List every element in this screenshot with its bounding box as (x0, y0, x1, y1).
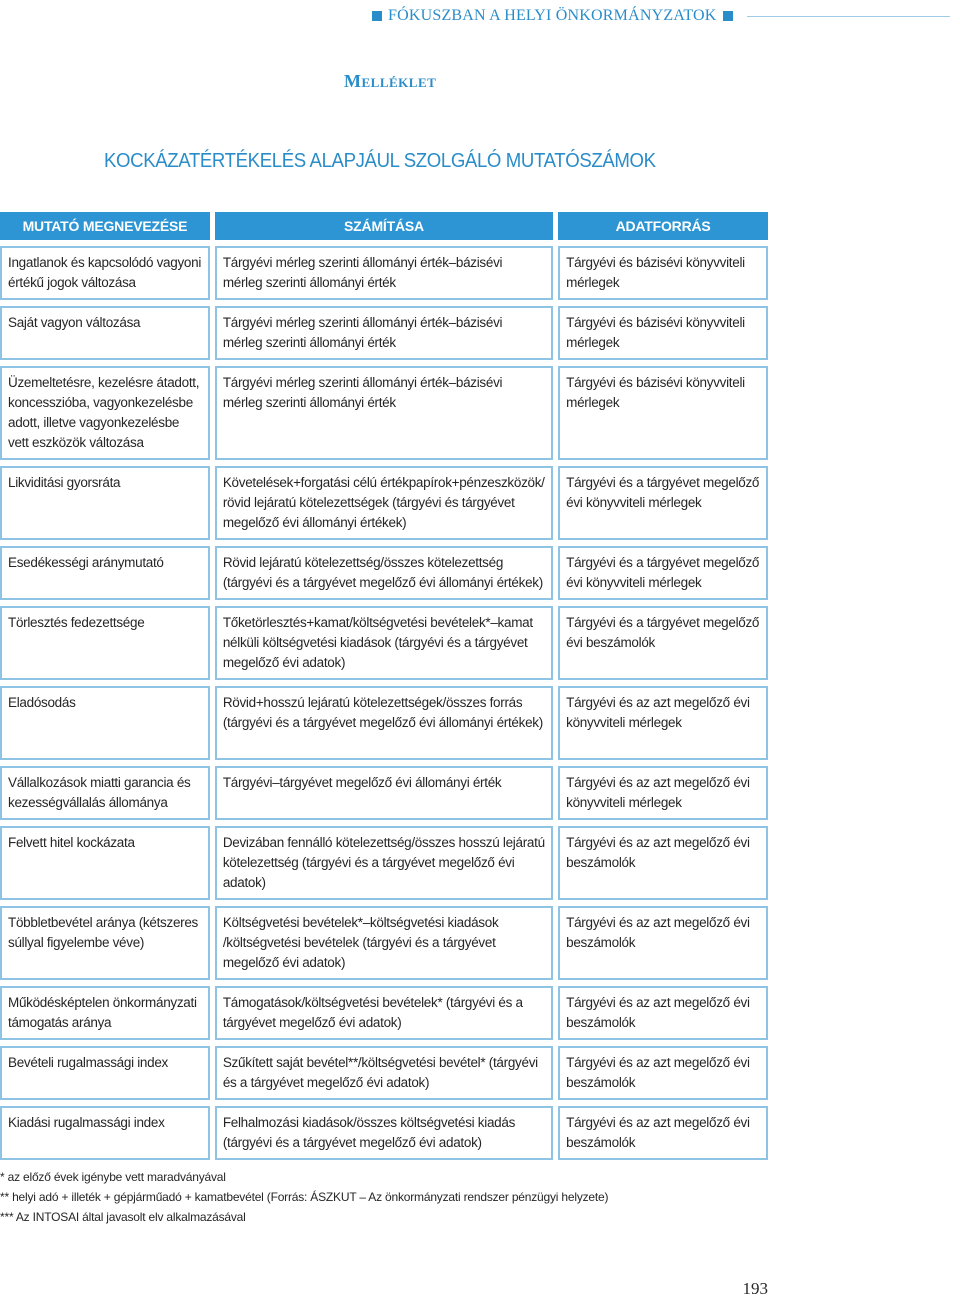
table-title: KOCKÁZATÉRTÉKELÉS ALAPJÁUL SZOLGÁLÓ MUTATÓSZÁMOK (104, 150, 656, 172)
table-header-row (0, 212, 768, 240)
footnote: *** Az INTOSAI által javasolt elv alkalmazásával (0, 1210, 246, 1224)
indicator-name-cell: Bevételi rugalmassági index (0, 1046, 210, 1100)
indicator-name-cell: Saját vagyon változása (0, 306, 210, 360)
running-header (366, 4, 960, 28)
header-rule (747, 16, 950, 17)
data-source-cell: Tárgyévi és bázisévi könyvviteli mérlegek (558, 246, 768, 300)
column-header-name: MUTATÓ MEGNEVEZÉSE (0, 212, 210, 240)
data-source-cell: Tárgyévi és az azt megelőző évi beszámolók (558, 1046, 768, 1100)
table-row (0, 766, 768, 820)
calculation-cell: Devizában fennálló kötelezettség/összes hosszú lejáratú kötelezettség (tárgyévi és a tárgyévet megelőző évi adatok) (215, 826, 553, 900)
data-source-cell: Tárgyévi és az azt megelőző évi könyvviteli mérlegek (558, 686, 768, 760)
table-row (0, 306, 768, 360)
square-bullet-icon (723, 11, 733, 21)
indicator-table (0, 206, 773, 1166)
indicator-name-cell: Működésképtelen önkormányzati támogatás aránya (0, 986, 210, 1040)
data-source-cell: Tárgyévi és az azt megelőző évi beszámolók (558, 1106, 768, 1160)
indicator-name-cell: Törlesztés fedezettsége (0, 606, 210, 680)
annex-label: Melléklet (344, 71, 437, 91)
indicator-name-cell: Ingatlanok és kapcsolódó vagyoni értékű jogok változása (0, 246, 210, 300)
column-header-source: ADATFORRÁS (558, 212, 768, 240)
square-bullet-icon (372, 11, 382, 21)
calculation-cell: Felhalmozási kiadások/összes költségvetési kiadás (tárgyévi és a tárgyévet megelőző évi adatok) (215, 1106, 553, 1160)
table-row (0, 606, 768, 680)
indicator-name-cell: Vállalkozások miatti garancia és kezességvállalás állománya (0, 766, 210, 820)
indicator-name-cell: Üzemeltetésre, kezelésre átadott, koncesszióba, vagyonkezelésbe adott, illetve vagyonkezelésbe vett eszközök változása (0, 366, 210, 460)
table-row (0, 986, 768, 1040)
column-header-calculation: SZÁMÍTÁSA (215, 212, 553, 240)
indicator-name-cell: Likviditási gyorsráta (0, 466, 210, 540)
table-row (0, 1046, 768, 1100)
indicator-name-cell: Kiadási rugalmassági index (0, 1106, 210, 1160)
data-source-cell: Tárgyévi és a tárgyévet megelőző évi beszámolók (558, 606, 768, 680)
footnotes (0, 1167, 950, 1227)
calculation-cell: Támogatások/költségvetési bevételek* (tárgyévi és a tárgyévet megelőző évi adatok) (215, 986, 553, 1040)
table-row (0, 546, 768, 600)
calculation-cell: Tárgyévi mérleg szerinti állományi érték–bázisévi mérleg szerinti állományi érték (215, 366, 553, 460)
table-row (0, 826, 768, 900)
indicator-table-wrapper (0, 206, 768, 1166)
calculation-cell: Tőketörlesztés+kamat/költségvetési bevételek*–kamat nélküli költségvetési kiadások (tárgyévi és a tárgyévet megelőző évi adatok) (215, 606, 553, 680)
page-number: 193 (742, 1279, 768, 1298)
calculation-cell: Tárgyévi mérleg szerinti állományi érték–bázisévi mérleg szerinti állományi érték (215, 246, 553, 300)
footnote: * az előző évek igénybe vett maradványával (0, 1170, 226, 1184)
calculation-cell: Költségvetési bevételek*–költségvetési kiadások /költségvetési bevételek (tárgyévi és a tárgyévet megelőző évi adatok) (215, 906, 553, 980)
data-source-cell: Tárgyévi és bázisévi könyvviteli mérlegek (558, 306, 768, 360)
calculation-cell: Tárgyévi mérleg szerinti állományi érték–bázisévi mérleg szerinti állományi érték (215, 306, 553, 360)
calculation-cell: Rövid lejáratú kötelezettség/összes kötelezettség (tárgyévi és a tárgyévet megelőző évi állományi értékek) (215, 546, 553, 600)
data-source-cell: Tárgyévi és a tárgyévet megelőző évi könyvviteli mérlegek (558, 466, 768, 540)
running-title: FÓKUSZBAN A HELYI ÖNKORMÁNYZATOK (388, 7, 717, 24)
data-source-cell: Tárgyévi és az azt megelőző évi beszámolók (558, 906, 768, 980)
calculation-cell: Tárgyévi–tárgyévet megelőző évi állományi érték (215, 766, 553, 820)
table-row (0, 906, 768, 980)
data-source-cell: Tárgyévi és az azt megelőző évi beszámolók (558, 826, 768, 900)
indicator-name-cell: Felvett hitel kockázata (0, 826, 210, 900)
data-source-cell: Tárgyévi és a tárgyévet megelőző évi könyvviteli mérlegek (558, 546, 768, 600)
data-source-cell: Tárgyévi és az azt megelőző évi beszámolók (558, 986, 768, 1040)
data-source-cell: Tárgyévi és az azt megelőző évi könyvviteli mérlegek (558, 766, 768, 820)
table-row (0, 366, 768, 460)
calculation-cell: Szűkített saját bevétel**/költségvetési bevétel* (tárgyévi és a tárgyévet megelőző évi adatok) (215, 1046, 553, 1100)
indicator-name-cell: Eladósodás (0, 686, 210, 760)
calculation-cell: Rövid+hosszú lejáratú kötelezettségek/összes forrás (tárgyévi és a tárgyévet megelőző évi állományi értékek) (215, 686, 553, 760)
indicator-name-cell: Többletbevétel aránya (kétszeres súllyal figyelembe véve) (0, 906, 210, 980)
footnote: ** helyi adó + illeték + gépjárműadó + kamatbevétel (Forrás: ÁSZKUT – Az önkormányzati rendszer pénzügyi helyzete) (0, 1190, 609, 1204)
table-row (0, 1106, 768, 1160)
indicator-name-cell: Esedékességi aránymutató (0, 546, 210, 600)
data-source-cell: Tárgyévi és bázisévi könyvviteli mérlegek (558, 366, 768, 460)
calculation-cell: Követelések+forgatási célú értékpapírok+pénzeszközök/ rövid lejáratú kötelezettségek (tárgyévi és tárgyévet megelőző évi állományi értékek) (215, 466, 553, 540)
table-row (0, 466, 768, 540)
table-row (0, 686, 768, 760)
table-row (0, 246, 768, 300)
